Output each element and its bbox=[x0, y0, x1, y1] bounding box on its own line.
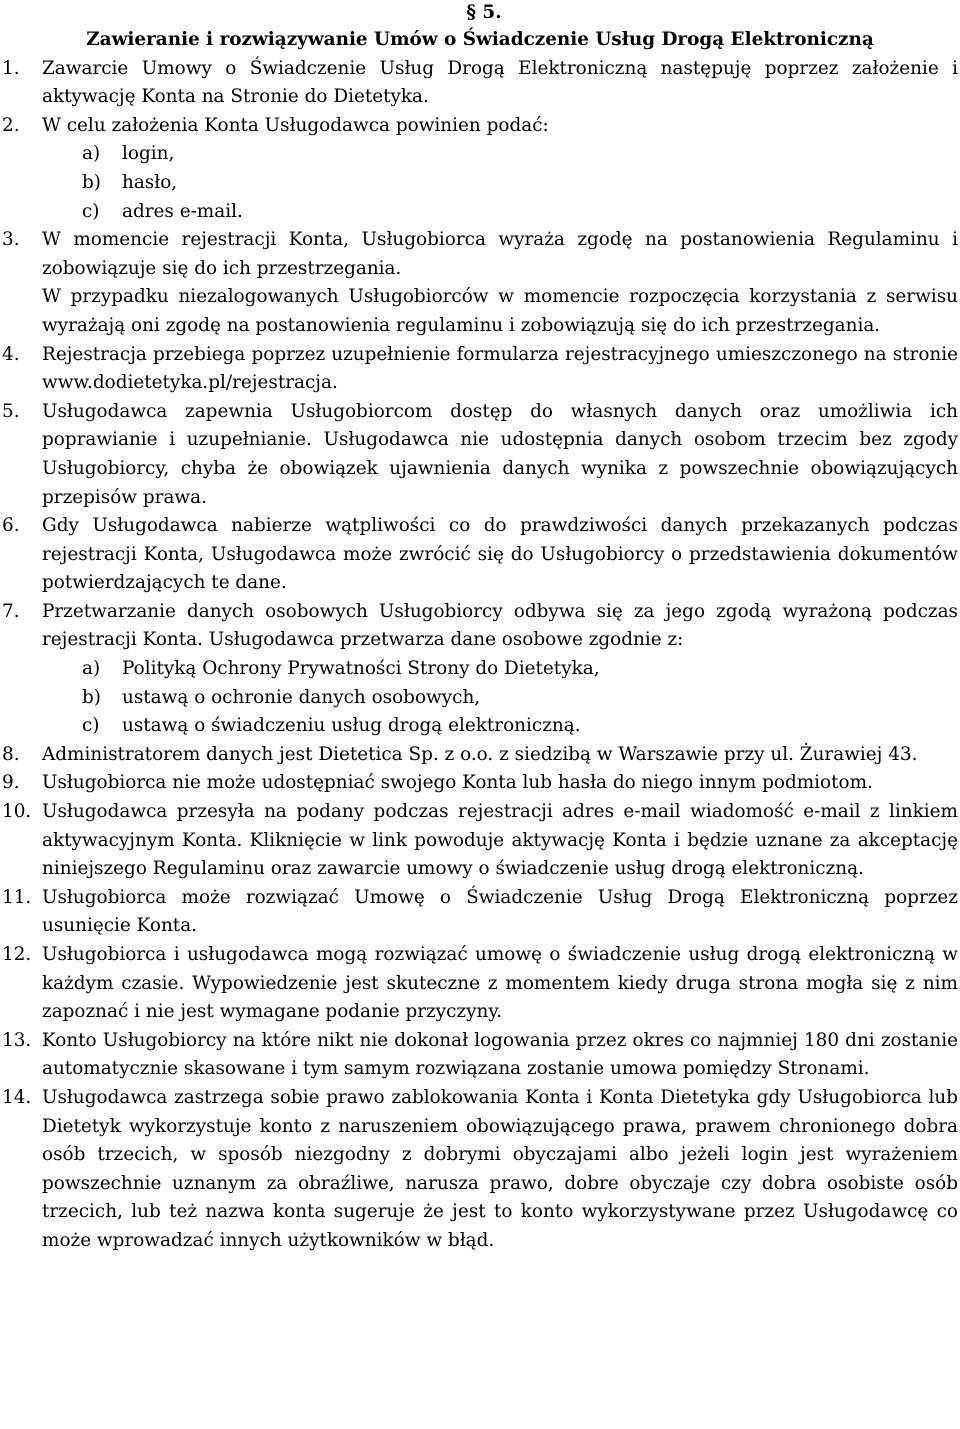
sub-list-item bbox=[42, 198, 958, 227]
item-paragraph: W momencie rejestracji Konta, Usługobiorca wyraża zgodę na postanowienia Regulaminu i zobowiązuje się do ich przestrzegania. bbox=[42, 229, 958, 279]
item-paragraph: W celu założenia Konta Usługodawca powinien podać: bbox=[42, 114, 549, 136]
sub-item-label: b) bbox=[82, 686, 101, 708]
section-title: Zawieranie i rozwiązywanie Umów o Świadczenie Usług Drogą Elektroniczną bbox=[86, 29, 874, 50]
list-item bbox=[2, 769, 958, 798]
numbered-list bbox=[2, 55, 958, 1256]
item-number: 1. bbox=[2, 57, 20, 79]
item-paragraph: Usługobiorca może rozwiązać Umowę o Świadczenie Usług Drogą Elektroniczną poprzez usunięcie Konta. bbox=[42, 886, 958, 937]
sub-list-item bbox=[42, 684, 958, 713]
list-item bbox=[2, 884, 958, 941]
item-paragraph: Usługodawca zapewnia Usługobiorcom dostęp do własnych danych oraz umożliwia ich poprawianie i uzupełnianie. Usługodawca nie udostępnia danych osobom trzecim bez zgody Usługobiorcy, chyba że obowiązek ujawnienia danych wynika z powszechnie obowiązujących przepisów prawa. bbox=[42, 400, 958, 508]
sub-item-label: b) bbox=[82, 171, 101, 193]
item-paragraph: Przetwarzanie danych osobowych Usługobiorcy odbywa się za jego zgodą wyrażoną podczas rejestracji Konta. Usługodawca przetwarza dane osobowe zgodnie z: bbox=[42, 600, 958, 651]
sub-list-item bbox=[42, 655, 958, 684]
item-paragraph: W przypadku niezalogowanych Usługobiorców w momencie rozpoczęcia korzystania z serwisu wyrażają oni zgodę na postanowienia regulaminu i zobowiązują się do ich przestrzegania. bbox=[42, 286, 958, 336]
sub-item-label: a) bbox=[82, 143, 101, 165]
list-item bbox=[2, 398, 958, 512]
list-item bbox=[2, 226, 958, 340]
sub-item-label: a) bbox=[82, 658, 101, 680]
item-number: 9. bbox=[2, 772, 20, 794]
item-paragraph: Usługobiorca i usługodawca mogą rozwiązać umowę o świadczenie usług drogą elektroniczną w każdym czasie. Wypowiedzenie jest skuteczne z momentem kiedy druga strona mogła się z nim zapoznać i nie jest wymagane podanie przyczyny. bbox=[42, 944, 958, 1023]
list-item bbox=[2, 941, 958, 1027]
list-item bbox=[2, 1084, 958, 1256]
sub-item-text: ustawą o świadczeniu usług drogą elektroniczną. bbox=[122, 715, 581, 737]
item-number: 11. bbox=[2, 886, 32, 908]
sub-item-label: c) bbox=[82, 200, 100, 222]
list-item bbox=[2, 598, 958, 741]
item-number: 14. bbox=[2, 1086, 32, 1108]
sub-list bbox=[42, 655, 958, 741]
sub-list-item bbox=[42, 169, 958, 198]
item-number: 4. bbox=[2, 343, 20, 365]
list-item bbox=[2, 798, 958, 884]
item-number: 7. bbox=[2, 600, 20, 622]
item-paragraph: Konto Usługobiorcy na które nikt nie dokonał logowania przez okres co najmniej 180 dni zostanie automatycznie skasowane i tym samym rozwiązana zostanie umowa pomiędzy Stronami. bbox=[42, 1029, 958, 1080]
sub-item-text: adres e-mail. bbox=[122, 200, 243, 222]
sub-item-text: hasło, bbox=[122, 171, 178, 193]
section-number: § 5. bbox=[466, 2, 502, 23]
list-item bbox=[2, 512, 958, 598]
item-number: 12. bbox=[2, 944, 32, 965]
item-paragraph: Rejestracja przebiega poprzez uzupełnienie formularza rejestracyjnego umieszczonego na stronie www.dodietetyka.pl/rejestracja. bbox=[42, 343, 958, 394]
item-paragraph: Usługodawca zastrzega sobie prawo zablokowania Konta i Konta Dietetyka gdy Usługobiorca lub Dietetyk wykorzystuje konto z naruszeniem obowiązującego prawa, prawem chronionego dobra osób trzecich, w sposób niezgodny z dobrymi obyczajami albo jeżeli login jest wyrażeniem powszechnie uznanym za obraźliwe, narusza prawo, dobre obyczaje czy dobra osobiste osób trzecich, lub też nazwa konta sugeruje że jest to konto wykorzystywane przez Usługodawcę co może wprowadzać innych użytkowników w błąd. bbox=[42, 1086, 958, 1251]
sub-list bbox=[42, 140, 958, 226]
item-number: 2. bbox=[2, 114, 20, 136]
item-paragraph: Administratorem danych jest Dietetica Sp. z o.o. z siedzibą w Warszawie przy ul. Żurawiej 43. bbox=[42, 743, 918, 765]
list-item bbox=[2, 112, 958, 226]
item-number: 13. bbox=[2, 1029, 32, 1051]
item-paragraph: Zawarcie Umowy o Świadczenie Usług Drogą Elektroniczną następuję poprzez założenie i aktywację Konta na Stronie do Dietetyka. bbox=[42, 57, 958, 108]
item-number: 5. bbox=[2, 400, 20, 422]
item-number: 6. bbox=[2, 515, 20, 537]
sub-list-item bbox=[42, 712, 958, 741]
list-item bbox=[2, 55, 958, 112]
sub-item-text: ustawą o ochronie danych osobowych, bbox=[122, 686, 481, 708]
list-item bbox=[2, 741, 958, 770]
item-number: 3. bbox=[2, 229, 20, 251]
sub-item-text: Polityką Ochrony Prywatności Strony do Dietetyka, bbox=[122, 658, 600, 680]
list-item bbox=[2, 1027, 958, 1084]
item-number: 8. bbox=[2, 743, 20, 765]
item-paragraph: Gdy Usługodawca nabierze wątpliwości co do prawdziwości danych przekazanych podczas rejestracji Konta, Usługodawca może zwrócić się do Usługobiorcy o przedstawienia dokumentów potwierdzających te dane. bbox=[42, 515, 958, 594]
item-paragraph: Usługobiorca nie może udostępniać swojego Konta lub hasła do niego innym podmiotom. bbox=[42, 772, 873, 794]
item-paragraph: Usługodawca przesyła na podany podczas rejestracji adres e-mail wiadomość e-mail z linkiem aktywacyjnym Konta. Kliknięcie w link powoduje aktywację Konta i będzie uznane za akceptację niniejszego Regulaminu oraz zawarcie umowy o świadczenie usług drogą elektroniczną. bbox=[42, 801, 958, 880]
sub-list-item bbox=[42, 140, 958, 169]
item-number: 10. bbox=[2, 801, 32, 823]
sub-item-label: c) bbox=[82, 715, 100, 737]
sub-item-text: login, bbox=[122, 143, 175, 165]
list-item bbox=[2, 341, 958, 398]
